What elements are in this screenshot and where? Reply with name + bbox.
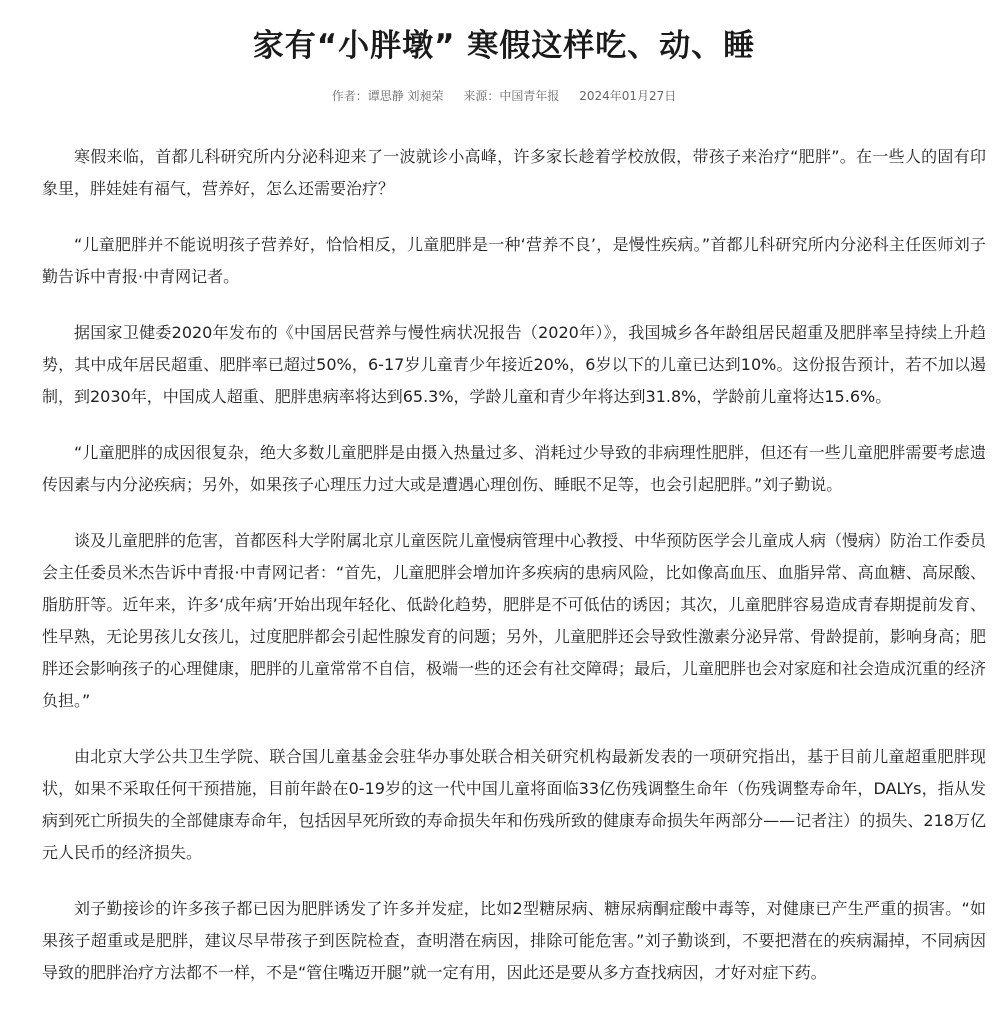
article-source: 来源：中国青年报 <box>463 89 560 103</box>
article-meta <box>0 87 1008 105</box>
paragraph: “儿童肥胖的成因很复杂，绝大多数儿童肥胖是由摄入热量过多、消耗过少导致的非病理性肥胖，但还有一些儿童肥胖需要考虑遗传因素与内分泌疾病；另外，如果孩子心理压力过大或是遭遇心理创伤、睡眠不足等，也会引起肥胖。”刘子勤说。 <box>42 443 986 494</box>
paragraph: 刘子勤接诊的许多孩子都已因为肥胖诱发了许多并发症，比如2型糖尿病、糖尿病酮症酸中毒等，对健康已产生严重的损害。“如果孩子超重或是肥胖，建议尽早带孩子到医院检查，查明潜在病因，排除可能危害。”刘子勤谈到，不要把潜在的疾病漏掉，不同病因导致的肥胖治疗方法都不一样，不是“管住嘴迈开腿”就一定有用，因此还是要从多方查找病因，才好对症下药。 <box>42 899 986 982</box>
paragraph: 据国家卫健委2020年发布的《中国居民营养与慢性病状况报告（2020年）》，我国城乡各年龄组居民超重及肥胖率呈持续上升趋势，其中成年居民超重、肥胖率已超过50%，6-17岁儿童青少年接近20%，6岁以下的儿童已达到10%。这份报告预计，若不加以遏制，到2030年，中国成人超重、肥胖患病率将达到65.3%，学龄儿童和青少年将达到31.8%，学龄前儿童将达15.6%。 <box>42 323 986 406</box>
paragraph: 寒假来临，首都儿科研究所内分泌科迎来了一波就诊小高峰，许多家长趁着学校放假，带孩子来治疗“肥胖”。在一些人的固有印象里，胖娃娃有福气，营养好，怎么还需要治疗？ <box>42 147 986 198</box>
article-body <box>42 141 986 1013</box>
paragraph: “儿童肥胖并不能说明孩子营养好，恰恰相反，儿童肥胖是一种‘营养不良’，是慢性疾病。”首都儿科研究所内分泌科主任医师刘子勤告诉中青报·中青网记者。 <box>42 235 986 286</box>
article-authors: 作者：谭思静 刘昶荣 <box>331 89 444 103</box>
paragraph: 由北京大学公共卫生学院、联合国儿童基金会驻华办事处联合相关研究机构最新发表的一项研究指出，基于目前儿童超重肥胖现状，如果不采取任何干预措施，目前年龄在0-19岁的这一代中国儿童将面临33亿伤残调整生命年（伤残调整寿命年，DALYs，指从发病到死亡所损失的全部健康寿命年，包括因早死所致的寿命损失年和伤残所致的健康寿命损失年两部分——记者注）的损失、218万亿元人民币的经济损失。 <box>42 747 986 862</box>
paragraph: 谈及儿童肥胖的危害，首都医科大学附属北京儿童医院儿童慢病管理中心教授、中华预防医学会儿童成人病（慢病）防治工作委员会主任委员米杰告诉中青报·中青网记者：“首先，儿童肥胖会增加许多疾病的患病风险，比如像高血压、血脂异常、高血糖、高尿酸、脂肪肝等。近年来，许多‘成年病’开始出现年轻化、低龄化趋势，肥胖是不可低估的诱因；其次，儿童肥胖容易造成青春期提前发育、性早熟，无论男孩儿女孩儿，过度肥胖都会引起性腺发育的问题；另外，儿童肥胖还会导致性激素分泌异常、骨龄提前，影响身高；肥胖还会影响孩子的心理健康，肥胖的儿童常常不自信，极端一些的还会有社交障碍；最后，儿童肥胖也会对家庭和社会造成沉重的经济负担。” <box>42 531 987 710</box>
article-title: 家有“小胖墩” 寒假这样吃、动、睡 <box>252 28 756 64</box>
article-date: 2024年01月27日 <box>579 89 677 103</box>
